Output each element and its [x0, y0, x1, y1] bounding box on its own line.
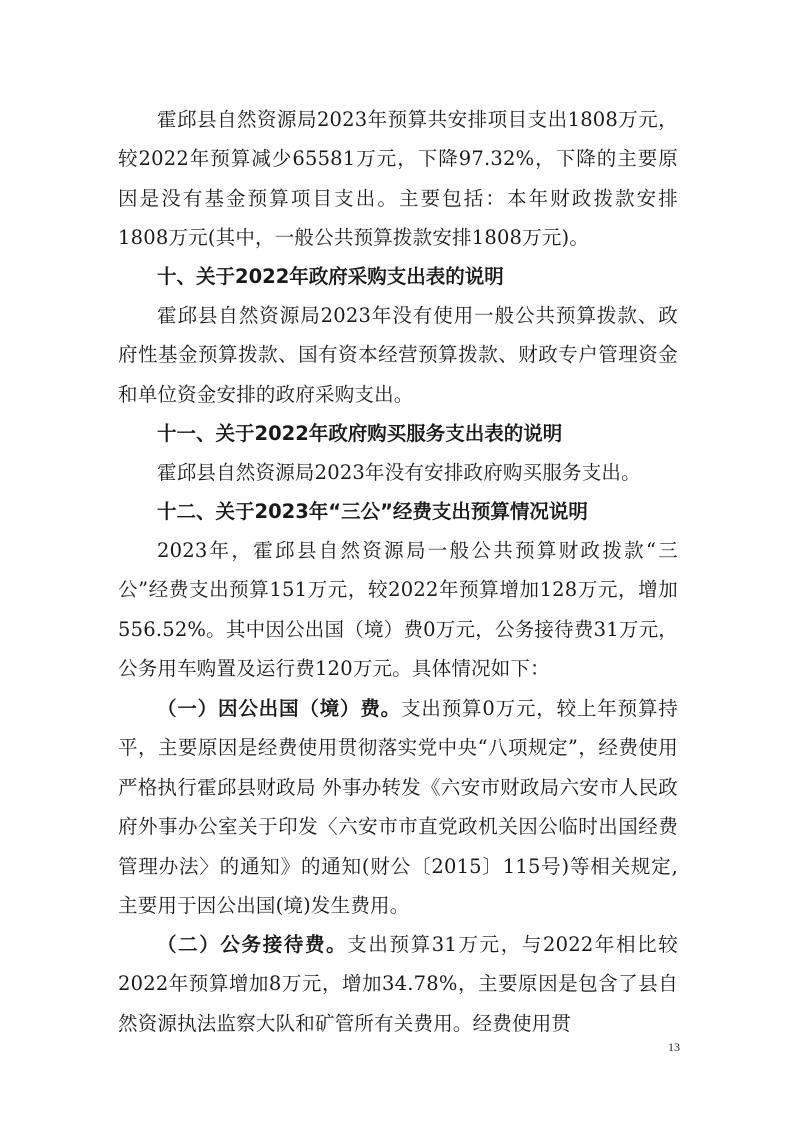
reception-expenses-body: 支出预算31万元，与2022年相比较2022年预算增加8万元，增加34.78%，主要原因是包含了县自然资源执法监察大队和矿管所有关费用。经费使用贯	[118, 933, 678, 1035]
paragraph-reception-expenses	[118, 925, 678, 1043]
heading-section-12: 十二、关于2023年“三公”经费支出预算情况说明	[157, 500, 588, 523]
paragraph-government-services: 霍邱县自然资源局2023年没有安排政府购买服务支出。	[157, 461, 641, 484]
paragraph-three-public-expenses: 2023年，霍邱县自然资源局一般公共预算财政拨款“三公”经费支出预算151万元，较2022年预算增加128万元，增加556.52%。其中因公出国（境）费0万元，公务接待费31万元，公务用车购置及运行费120万元。具体情况如下：	[118, 539, 678, 681]
paragraph-project-expenditure: 霍邱县自然资源局2023年预算共安排项目支出1808万元，较2022年预算减少65581万元，下降97.32%，下降的主要原因是没有基金预算项目支出。主要包括：本年财政拨款安排1808万元(其中，一般公共预算拨款安排1808万元)。	[118, 108, 678, 250]
heading-section-11: 十一、关于2022年政府购买服务支出表的说明	[157, 422, 563, 445]
subheading-reception-expenses: （二）公务接待费。	[157, 933, 348, 956]
subheading-overseas-travel: （一）因公出国（境）费。	[157, 697, 402, 720]
heading-section-10: 十、关于2022年政府采购支出表的说明	[157, 265, 504, 288]
overseas-travel-body: 支出预算0万元，较上年预算持平，主要原因是经费使用贯彻落实党中央“八项规定”，经费使用严格执行霍邱县财政局 外事办转发《六安市财政局六安市人民政府外事办公室关于印发〈六安市市直党政机关因公临时出国经费管理办法〉的通知》的通知(财公〔2015〕115号)等相关规定,主要用于因公出国(境)发生费用。	[118, 697, 678, 918]
paragraph-overseas-travel	[118, 689, 678, 925]
page-number: 13	[668, 1040, 680, 1054]
paragraph-government-procurement: 霍邱县自然资源局2023年没有使用一般公共预算拨款、政府性基金预算拨款、国有资本经营预算拨款、财政专户管理资金和单位资金安排的政府采购支出。	[118, 304, 678, 406]
